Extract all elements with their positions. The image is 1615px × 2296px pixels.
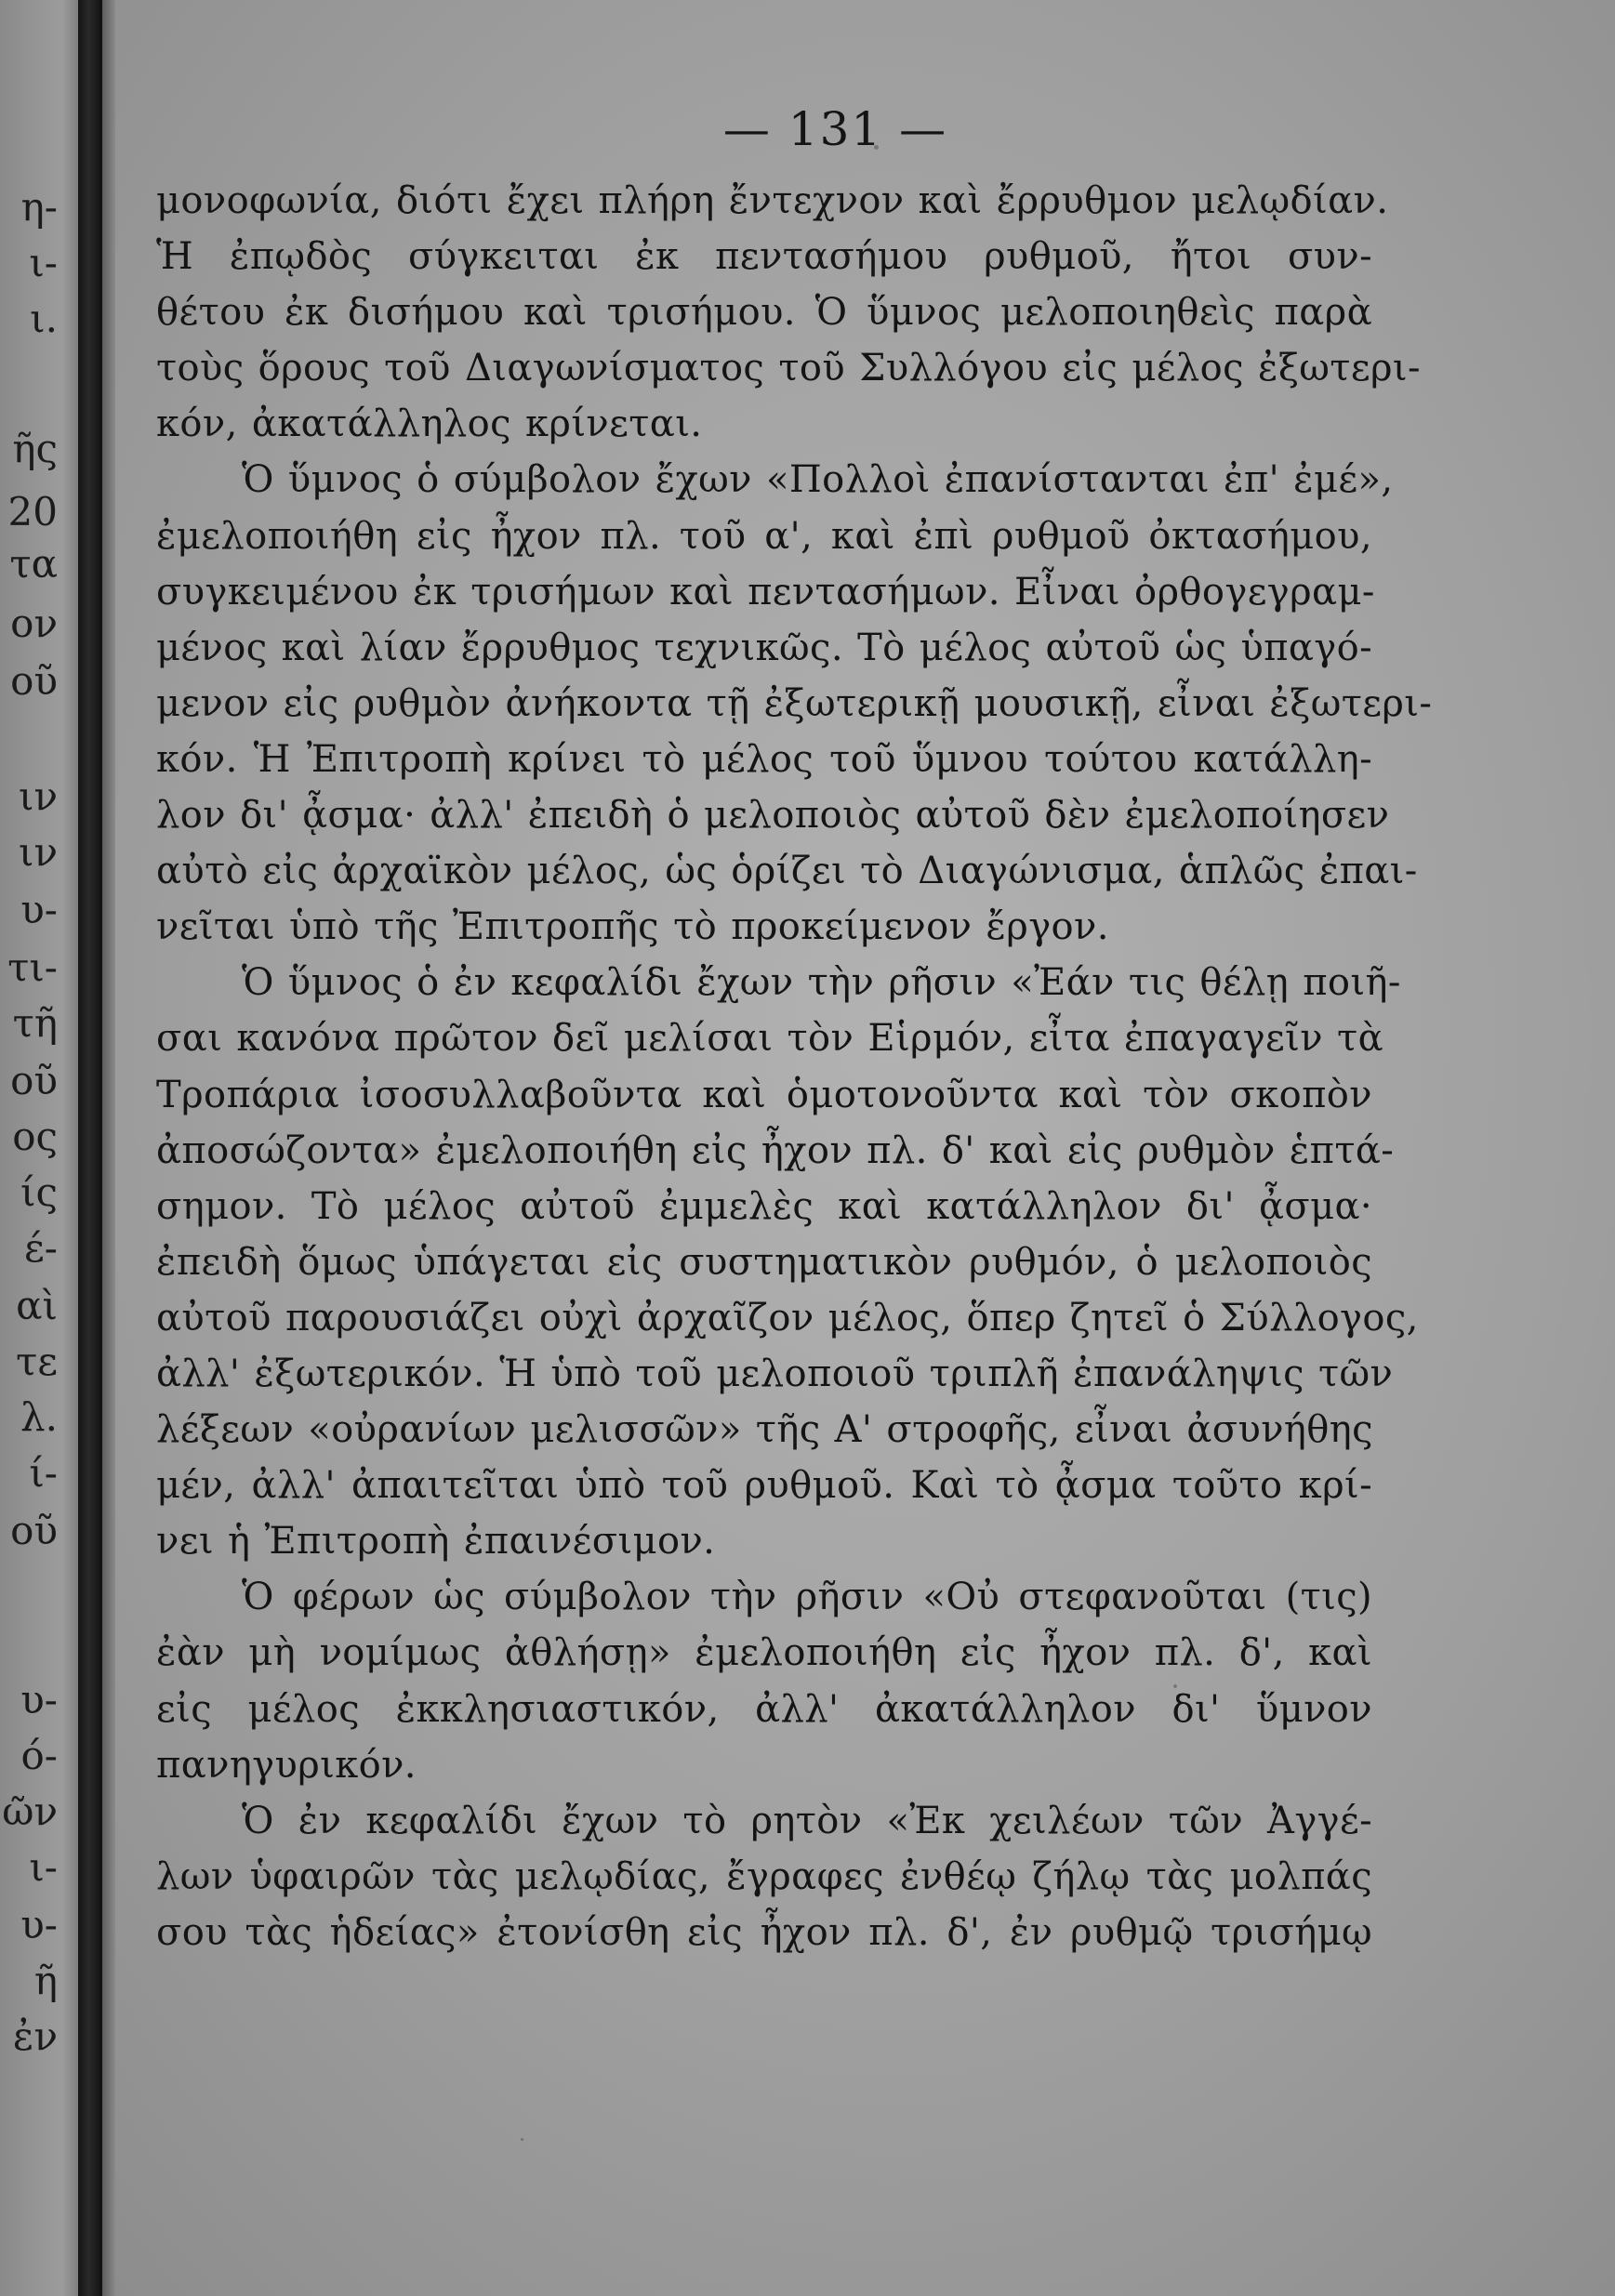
- text-line: πανηγυρικόν.: [156, 1743, 417, 1787]
- text-line: σου τὰς ἡδείας» ἐτονίσθη εἰς ἦχον πλ. δ', ἐν ρυθμῷ τρισήμῳ: [156, 1910, 1372, 1954]
- text-line: σημον. Τὸ μέλος αὐτοῦ ἐμμελὲς καὶ κατάλληλον δι' ᾆσμα·: [156, 1184, 1372, 1228]
- text-line: αὐτὸ εἰς ἀρχαϊκὸν μέλος, ὡς ὁρίζει τὸ Διαγώνισμα, ἁπλῶς ἐπαι-: [156, 850, 1418, 893]
- text-line: σαι κανόνα πρῶτον δεῖ μελίσαι τὸν Εἱρμόν, εἶτα ἐπαγαγεῖν τὰ: [156, 1017, 1383, 1061]
- text-line: Ἡ ἐπῳδὸς σύγκειται ἐκ πεντασήμου ρυθμοῦ, ἤτοι συν-: [156, 235, 1372, 279]
- text-line: κόν, ἀκατάλληλος κρίνεται.: [156, 402, 703, 446]
- text-line: Ὁ ἐν κεφαλίδι ἔχων τὸ ρητὸν «Ἐκ χειλέων τῶν Ἀγγέ-: [242, 1799, 1372, 1842]
- left-page-fragment: υ-: [20, 887, 58, 932]
- left-page-fragment: ον: [10, 600, 58, 646]
- left-page-fragment: οῦ: [10, 1058, 58, 1103]
- text-line: λων ὑφαιρῶν τὰς μελῳδίας, ἔγραφες ἐνθέῳ ζήλῳ τὰς μολπάς: [156, 1854, 1372, 1898]
- print-speck: [1173, 1684, 1177, 1688]
- print-speck: [874, 145, 879, 150]
- text-line: Τροπάρια ἰσοσυλλαβοῦντα καὶ ὁμοτονοῦντα καὶ τὸν σκοπὸν: [156, 1073, 1372, 1116]
- text-line: ἐὰν μὴ νομίμως ἀθλήσῃ» ἐμελοποιήθη εἰς ἦχον πλ. δ', καὶ: [156, 1631, 1372, 1675]
- left-page-fragment: ι-: [29, 1844, 58, 1890]
- left-page-fragment: αὶ: [16, 1283, 58, 1328]
- left-page-fragment: ίς: [20, 1169, 58, 1215]
- left-page-fragment: οῦ: [10, 1508, 58, 1553]
- paragraph: [156, 173, 1421, 452]
- book-gutter: [78, 0, 102, 2296]
- left-page-fragment: ό-: [20, 1733, 58, 1778]
- paragraph: [156, 955, 1419, 1569]
- left-page-fragment: ος: [12, 1114, 58, 1159]
- text-line: μενον εἰς ρυθμὸν ἀνήκοντα τῇ ἐξωτερικῇ μουσικῇ, εἶναι ἐξωτερι-: [156, 681, 1433, 725]
- text-line: λον δι' ᾆσμα· ἀλλ' ἐπειδὴ ὁ μελοποιὸς αὐτοῦ δὲν ἐμελοποίησεν: [156, 794, 1390, 838]
- paragraph: [156, 1569, 1372, 1792]
- left-page-edge: [0, 0, 78, 2296]
- paragraph: [156, 452, 1433, 955]
- left-page-fragment: ῆς: [12, 426, 58, 471]
- left-page-fragment: ῶν: [2, 1788, 58, 1834]
- left-page-fragment: 20: [7, 489, 58, 534]
- left-page-fragment: ιν: [19, 829, 58, 875]
- text-line: μονοφωνία, διότι ἔχει πλήρη ἔντεχνον καὶ ἔρρυθμον μελῳδίαν.: [156, 179, 1389, 222]
- left-page-fragment: η-: [20, 184, 58, 230]
- text-line: νει ἡ Ἐπιτροπὴ ἐπαινέσιμον.: [156, 1520, 716, 1564]
- left-page-fragment: ἐν: [12, 2013, 58, 2059]
- text-line: Ὁ φέρων ὡς σύμβολον τὴν ρῆσιν «Οὐ στεφανοῦται (τις): [242, 1576, 1372, 1619]
- left-page-fragment: ῆ: [33, 1958, 58, 2003]
- text-line: αὐτοῦ παρουσιάζει οὐχὶ ἀρχαῖζον μέλος, ὅπερ ζητεῖ ὁ Σύλλογος,: [156, 1296, 1419, 1339]
- print-speck: [521, 2138, 523, 2141]
- text-line: ἐμελοποιήθη εἰς ἦχον πλ. τοῦ α', καὶ ἐπὶ ρυθμοῦ ὀκτασήμου,: [156, 514, 1372, 558]
- left-page-fragment: υ-: [20, 1902, 58, 1947]
- text-line: συγκειμένου ἐκ τρισήμων καὶ πεντασήμων. Εἶναι ὀρθογεγραμ-: [156, 570, 1375, 614]
- left-page-fragment: τῆ: [12, 1000, 58, 1046]
- left-page-fragment: λ.: [20, 1394, 58, 1440]
- text-line: λέξεων «οὐρανίων μελισσῶν» τῆς Α' στροφῆς, εἶναι ἀσυνήθης: [156, 1408, 1373, 1452]
- gutter-shadow: [102, 0, 115, 2296]
- paragraph: [156, 1793, 1372, 1960]
- left-page-fragment: τα: [9, 541, 58, 587]
- left-page-fragment: ι-: [29, 240, 58, 285]
- text-line: εἰς μέλος ἐκκλησιαστικόν, ἀλλ' ἀκατάλληλον δι' ὕμνον: [156, 1687, 1372, 1731]
- text-line: μένος καὶ λίαν ἔρρυθμος τεχνικῶς. Τὸ μέλος αὐτοῦ ὡς ὑπαγό-: [156, 626, 1372, 669]
- left-page-fragment: ι.: [30, 296, 58, 341]
- page-number: — 131 —: [722, 102, 948, 156]
- text-line: ἀποσώζοντα» ἐμελοποιήθη εἰς ἦχον πλ. δ' καὶ εἰς ρυθμὸν ἑπτά-: [156, 1128, 1395, 1172]
- text-line: Ὁ ὕμνος ὁ ἐν κεφαλίδι ἔχων τὴν ρῆσιν «Ἐάν τις θέλῃ ποιῆ-: [242, 961, 1401, 1005]
- left-page-fragment: ί-: [29, 1450, 58, 1496]
- text-line: ἀλλ' ἐξωτερικόν. Ἡ ὑπὸ τοῦ μελοποιοῦ τριπλῆ ἐπανάληψις τῶν: [156, 1352, 1394, 1395]
- left-page-fragment: τι-: [7, 944, 58, 990]
- left-page-fragment: τε: [16, 1339, 58, 1384]
- text-line: Ὁ ὕμνος ὁ σύμβολον ἔχων «Πολλοὶ ἐπανίστανται ἐπ' ἐμέ»,: [242, 458, 1394, 502]
- text-line: ἐπειδὴ ὅμως ὑπάγεται εἰς συστηματικὸν ρυθμόν, ὁ μελοποιὸς: [156, 1240, 1372, 1284]
- left-page-fragment: ιν: [19, 773, 58, 819]
- text-line: τοὺς ὅρους τοῦ Διαγωνίσματος τοῦ Συλλόγου εἰς μέλος ἐξωτερι-: [156, 347, 1421, 390]
- text-line: κόν. Ἡ Ἐπιτροπὴ κρίνει τὸ μέλος τοῦ ὕμνου τούτου κατάλλη-: [156, 737, 1372, 781]
- left-page-fragment: υ-: [20, 1677, 58, 1722]
- text-line: μέν, ἀλλ' ἀπαιτεῖται ὑπὸ τοῦ ρυθμοῦ. Καὶ τὸ ᾆσμα τοῦτο κρί-: [156, 1464, 1372, 1508]
- left-page-fragment: έ-: [24, 1225, 58, 1271]
- body-text: [156, 173, 1433, 1960]
- text-line: νεῖται ὑπὸ τῆς Ἐπιτροπῆς τὸ προκείμενον ἔργον.: [156, 905, 1109, 949]
- text-line: θέτου ἐκ δισήμου καὶ τρισήμου. Ὁ ὕμνος μελοποιηθεὶς παρὰ: [156, 291, 1372, 335]
- left-page-fragment: οῦ: [10, 658, 58, 704]
